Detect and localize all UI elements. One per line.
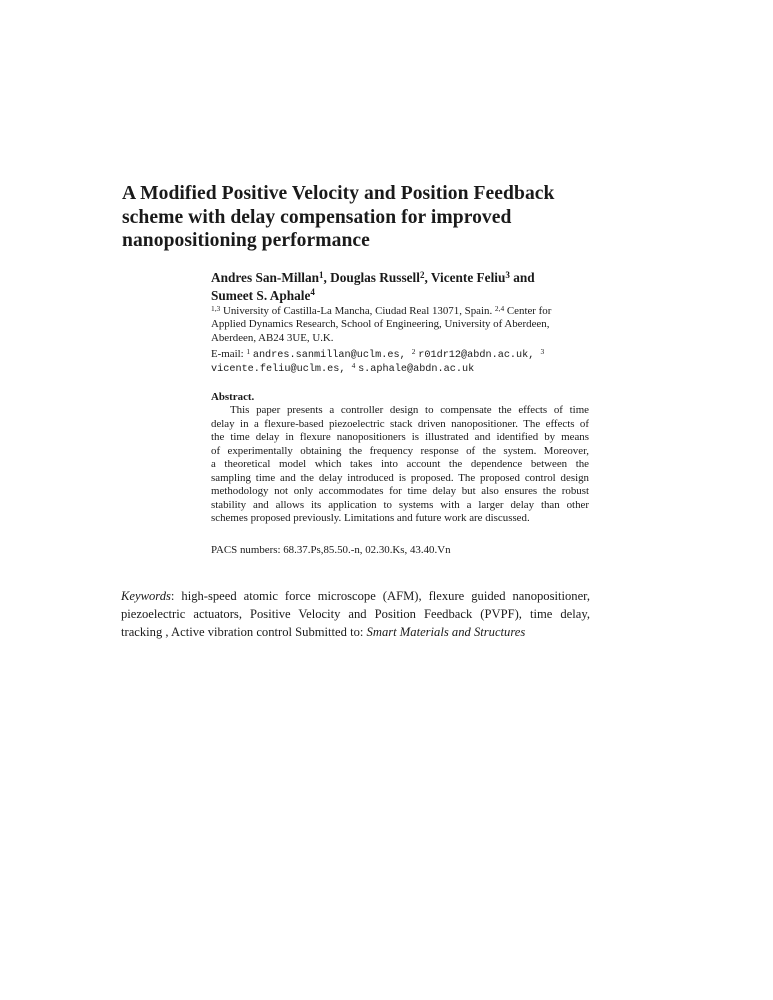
keywords-line [121,587,590,605]
email-address[interactable]: andres.sanmillan@uclm.es [252,350,400,361]
paper-title [122,182,602,253]
email-mark: 1 [246,346,251,356]
abstract-line: This paper presents a controller design to compensate the effects of time [230,404,589,416]
affiliation-line [211,305,596,318]
title-line: A Modified Positive Velocity and Position Feedback [122,183,555,204]
author-name: Andres San-Millan [211,270,319,285]
author-name: Douglas Russell [330,270,420,285]
abstract-line: a theoretical model which takes into account the dependence between the [211,458,589,471]
email-separator: , [528,350,541,361]
abstract-body [211,404,589,526]
title-line: nanopositioning performance [122,230,370,252]
affiliation-text: Center for [504,305,552,317]
author-name: Sumeet S. Aphale [211,287,311,303]
keywords-line [121,623,590,641]
email-separator: , [399,350,412,361]
author-affiliation-mark: 3 [505,269,510,280]
author-affiliation-mark: 2 [419,269,425,280]
title-line: scheme with delay compensation for improved [122,206,512,228]
abstract-line: methodology not only accommodates for time delay but also ensures the robust [211,485,589,498]
affiliations [211,305,596,345]
author-separator: , [424,270,431,285]
abstract-line: stability and allows its application to systems with a larger delay than other [211,498,589,511]
keywords-block [121,587,590,641]
email-line [211,362,596,376]
affiliation-mark: 1,3 [211,303,221,313]
email-label: E-mail: [211,348,247,360]
email-line [211,348,596,362]
email-mark: 3 [540,346,545,356]
author-separator: , [323,270,331,285]
email-block [211,348,596,377]
abstract-line: the time delay in flexure nanopositioners is illustrated and identified by means [211,431,589,444]
author-name: Vicente Feliu [430,270,506,285]
affiliation-mark: 2,4 [494,303,505,313]
affiliation-line: Aberdeen, AB24 3UE, U.K. [211,331,334,344]
affiliation-text: University of Castilla-La Mancha, Ciudad Real 13071, Spain. [220,305,495,317]
email-mark: 4 [351,360,356,370]
abstract-line: delay in a flexure-based piezoelectric stack driven nanopositioner. The effects of [211,417,589,430]
author-line [211,269,596,287]
author-affiliation-mark: 1 [319,269,324,280]
keywords-line: piezoelectric actuators, Positive Velocity and Position Feedback (PVPF), time delay, [121,607,590,621]
affiliation-line: Applied Dynamics Research, School of Engineering, University of Aberdeen, [211,318,550,331]
keywords-label: Keywords [121,589,171,603]
keywords-text: : high-speed atomic force microscope (AFM), flexure guided nanopositioner, [170,589,590,603]
author-line [211,287,596,305]
email-address[interactable]: r01dr12@abdn.ac.uk [418,350,529,361]
keywords-text: tracking , Active vibration control Submitted to: [121,625,367,639]
abstract-line: of experimentally obtaining the frequency response of the system. Moreover, [211,444,589,457]
abstract-heading: Abstract. [211,391,255,403]
author-separator: and [509,270,535,285]
journal-name: Smart Materials and Structures [366,625,526,639]
email-mark: 2 [411,346,416,356]
pacs-numbers: PACS numbers: 68.37.Ps,85.50.-n, 02.30.Ks, 43.40.Vn [211,544,451,556]
author-list [211,269,596,304]
email-separator: , [339,364,352,376]
email-address[interactable]: s.aphale@abdn.ac.uk [358,364,475,376]
email-address[interactable]: vicente.feliu@uclm.es [211,364,340,376]
author-affiliation-mark: 4 [310,287,315,298]
abstract-line: sampling time and the delay introduced is proposed. The proposed control design [211,471,589,484]
abstract-line: schemes proposed previously. Limitations and future work are discussed. [211,512,530,525]
